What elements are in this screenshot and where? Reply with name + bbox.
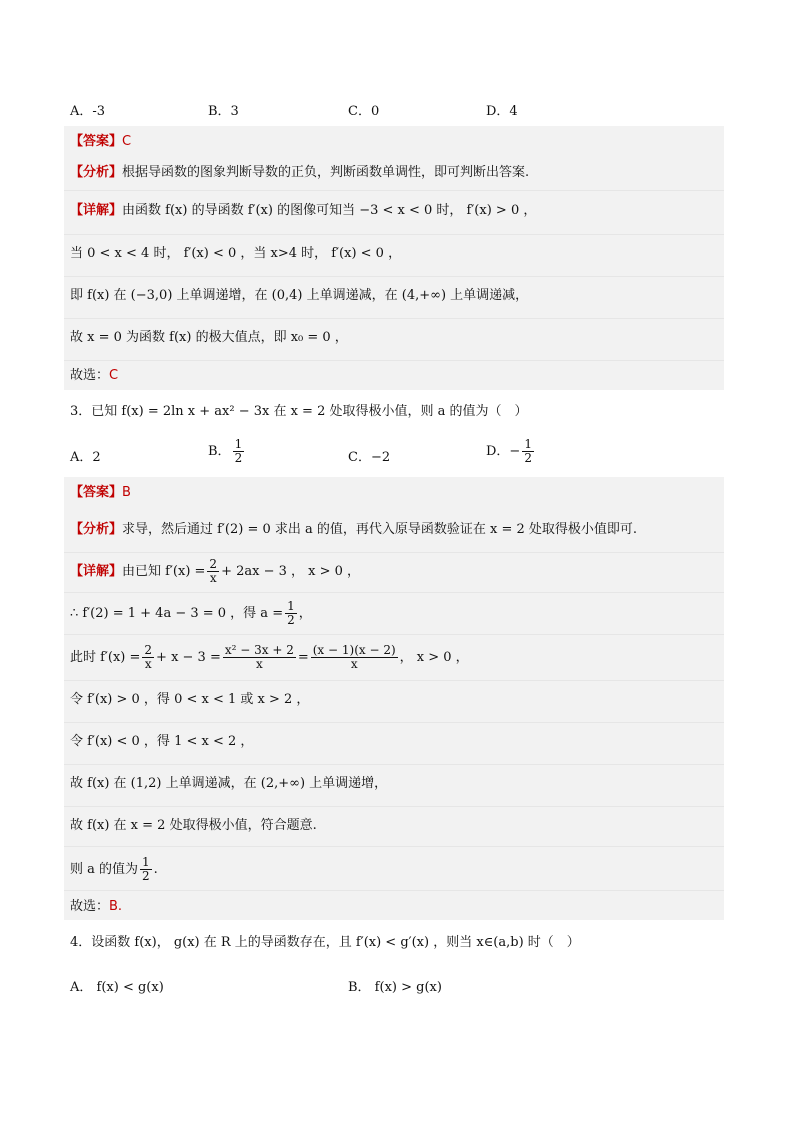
choice-value: C [109,368,119,383]
formula-text: + 2ax − 3 ， x > 0 ， [221,564,361,579]
q2-option-d: D．4 [486,104,518,119]
q3-detail-line-3 [70,644,469,671]
option-prefix: B． [208,444,231,459]
fraction [207,558,219,585]
fraction-denominator: x [209,571,217,585]
divider [64,592,724,593]
divider [64,846,724,847]
divider [64,890,724,891]
fraction [223,644,296,671]
fraction-denominator: x [350,657,358,671]
option-prefix: D．− [486,444,521,459]
answer-tag: 【答案】 [70,485,123,500]
divider [64,318,724,319]
q3-option-b [208,438,246,465]
formula-text: = [297,650,309,665]
answer-value: B [122,485,131,500]
q2-answer-line [70,132,131,152]
q2-option-b: B．3 [208,104,239,119]
fraction-denominator: x [144,657,152,671]
fraction [142,644,154,671]
divider [64,552,724,553]
formula-text: . [153,862,158,877]
q3-detail-line-7: 故 f(x) 在 x = 2 处取得极小值，符合题意. [70,818,317,833]
formula-text: ， x > 0 ， [399,650,469,665]
q3-detail-line-6: 故 f(x) 在 (1,2) 上单调递减，在 (2,+∞) 上单调递增， [70,776,388,791]
q2-detail-line-3: 即 f(x) 在 (−3,0) 上单调递增，在 (0,4) 上单调递减，在 (4,+∞) 上单调递减， [70,288,529,303]
divider [64,680,724,681]
analysis-tag: 【分析】 [70,165,123,180]
choice-label: 故选： [70,899,110,914]
divider [64,190,724,191]
detail-tag: 【详解】 [70,564,123,579]
q3-detail-line-2 [70,600,312,627]
q3-option-a: A．2 [70,450,101,465]
divider [64,806,724,807]
q3-stem: 3．已知 f(x) = 2ln x + ax² − 3x 在 x = 2 处取得极小值，则 a 的值为（ ） [70,404,528,419]
fraction-denominator: 2 [524,451,532,465]
q3-option-d [486,438,536,465]
answer-value: C [122,134,132,149]
formula-text: 由已知 f′(x) = [122,564,206,579]
fraction-denominator: x [255,657,263,671]
q4-stem: 4．设函数 f(x)， g(x) 在 R 上的导函数存在，且 f′(x) < g′(x) ，则当 x∈(a,b) 时（ ） [70,935,580,950]
formula-text: ， [298,606,312,621]
fraction [233,438,245,465]
answer-tag: 【答案】 [70,134,123,149]
fraction-numerator: 2 [144,643,153,657]
divider [64,764,724,765]
divider [64,234,724,235]
divider [64,634,724,635]
fraction-denominator: 2 [142,869,150,883]
q2-choice-line [70,366,118,386]
fraction-numerator: (x − 1)(x − 2) [312,643,396,657]
fraction [140,856,152,883]
formula-text: + x − 3 = [156,650,221,665]
fraction-numerator: 1 [524,437,532,451]
fraction-numerator: 1 [142,855,150,869]
fraction [285,600,297,627]
formula-text: ∴ f′(2) = 1 + 4a − 3 = 0 ，得 a = [70,606,284,621]
analysis-text: 根据导函数的图象判断导数的正负，判断函数单调性，即可判断出答案. [122,165,530,180]
divider [64,722,724,723]
q3-detail-line-8 [70,856,158,883]
formula-text: 则 a 的值为 [70,862,139,877]
q2-option-c: C．0 [348,104,380,119]
q2-detail-line-1 [70,201,536,221]
choice-label: 故选： [70,368,110,383]
q3-analysis-line [70,520,637,540]
fraction-numerator: x² − 3x + 2 [224,643,294,657]
fraction-numerator: 1 [234,437,243,451]
fraction-numerator: 1 [287,599,295,613]
q4-option-b: B． f(x) > g(x) [348,980,442,995]
q4-option-a: A． f(x) < g(x) [70,980,164,995]
choice-value: B. [109,899,123,914]
fraction [311,644,398,671]
fraction [522,438,534,465]
q2-detail-line-4: 故 x = 0 为函数 f(x) 的极大值点，即 x₀ = 0 ， [70,330,348,345]
q2-detail-line-2: 当 0 < x < 4 时， f′(x) < 0 ，当 x>4 时， f′(x) < 0 ， [70,246,402,261]
divider [64,360,724,361]
analysis-text: 求导，然后通过 f′(2) = 0 求出 a 的值，再代入原导函数验证在 x = 2 处取得极小值即可. [122,522,638,537]
divider [64,276,724,277]
q3-detail-line-1 [70,558,360,585]
formula-text: 此时 f′(x) = [70,650,141,665]
q3-detail-line-4: 令 f′(x) > 0 ，得 0 < x < 1 或 x > 2 ， [70,692,310,707]
q3-choice-line [70,897,122,917]
q3-option-c: C．−2 [348,450,391,465]
q3-answer-line [70,483,131,503]
analysis-tag: 【分析】 [70,522,123,537]
q2-option-a: A．-3 [70,104,106,119]
fraction-numerator: 2 [209,557,218,571]
fraction-denominator: 2 [234,451,243,465]
fraction-denominator: 2 [287,613,295,627]
q2-analysis-line [70,163,529,183]
detail-text: 由函数 f(x) 的导函数 f′(x) 的图像可知当 −3 < x < 0 时， f′(x) > 0 ， [122,203,537,218]
q3-detail-line-5: 令 f′(x) < 0 ，得 1 < x < 2 ， [70,734,254,749]
detail-tag: 【详解】 [70,203,123,218]
